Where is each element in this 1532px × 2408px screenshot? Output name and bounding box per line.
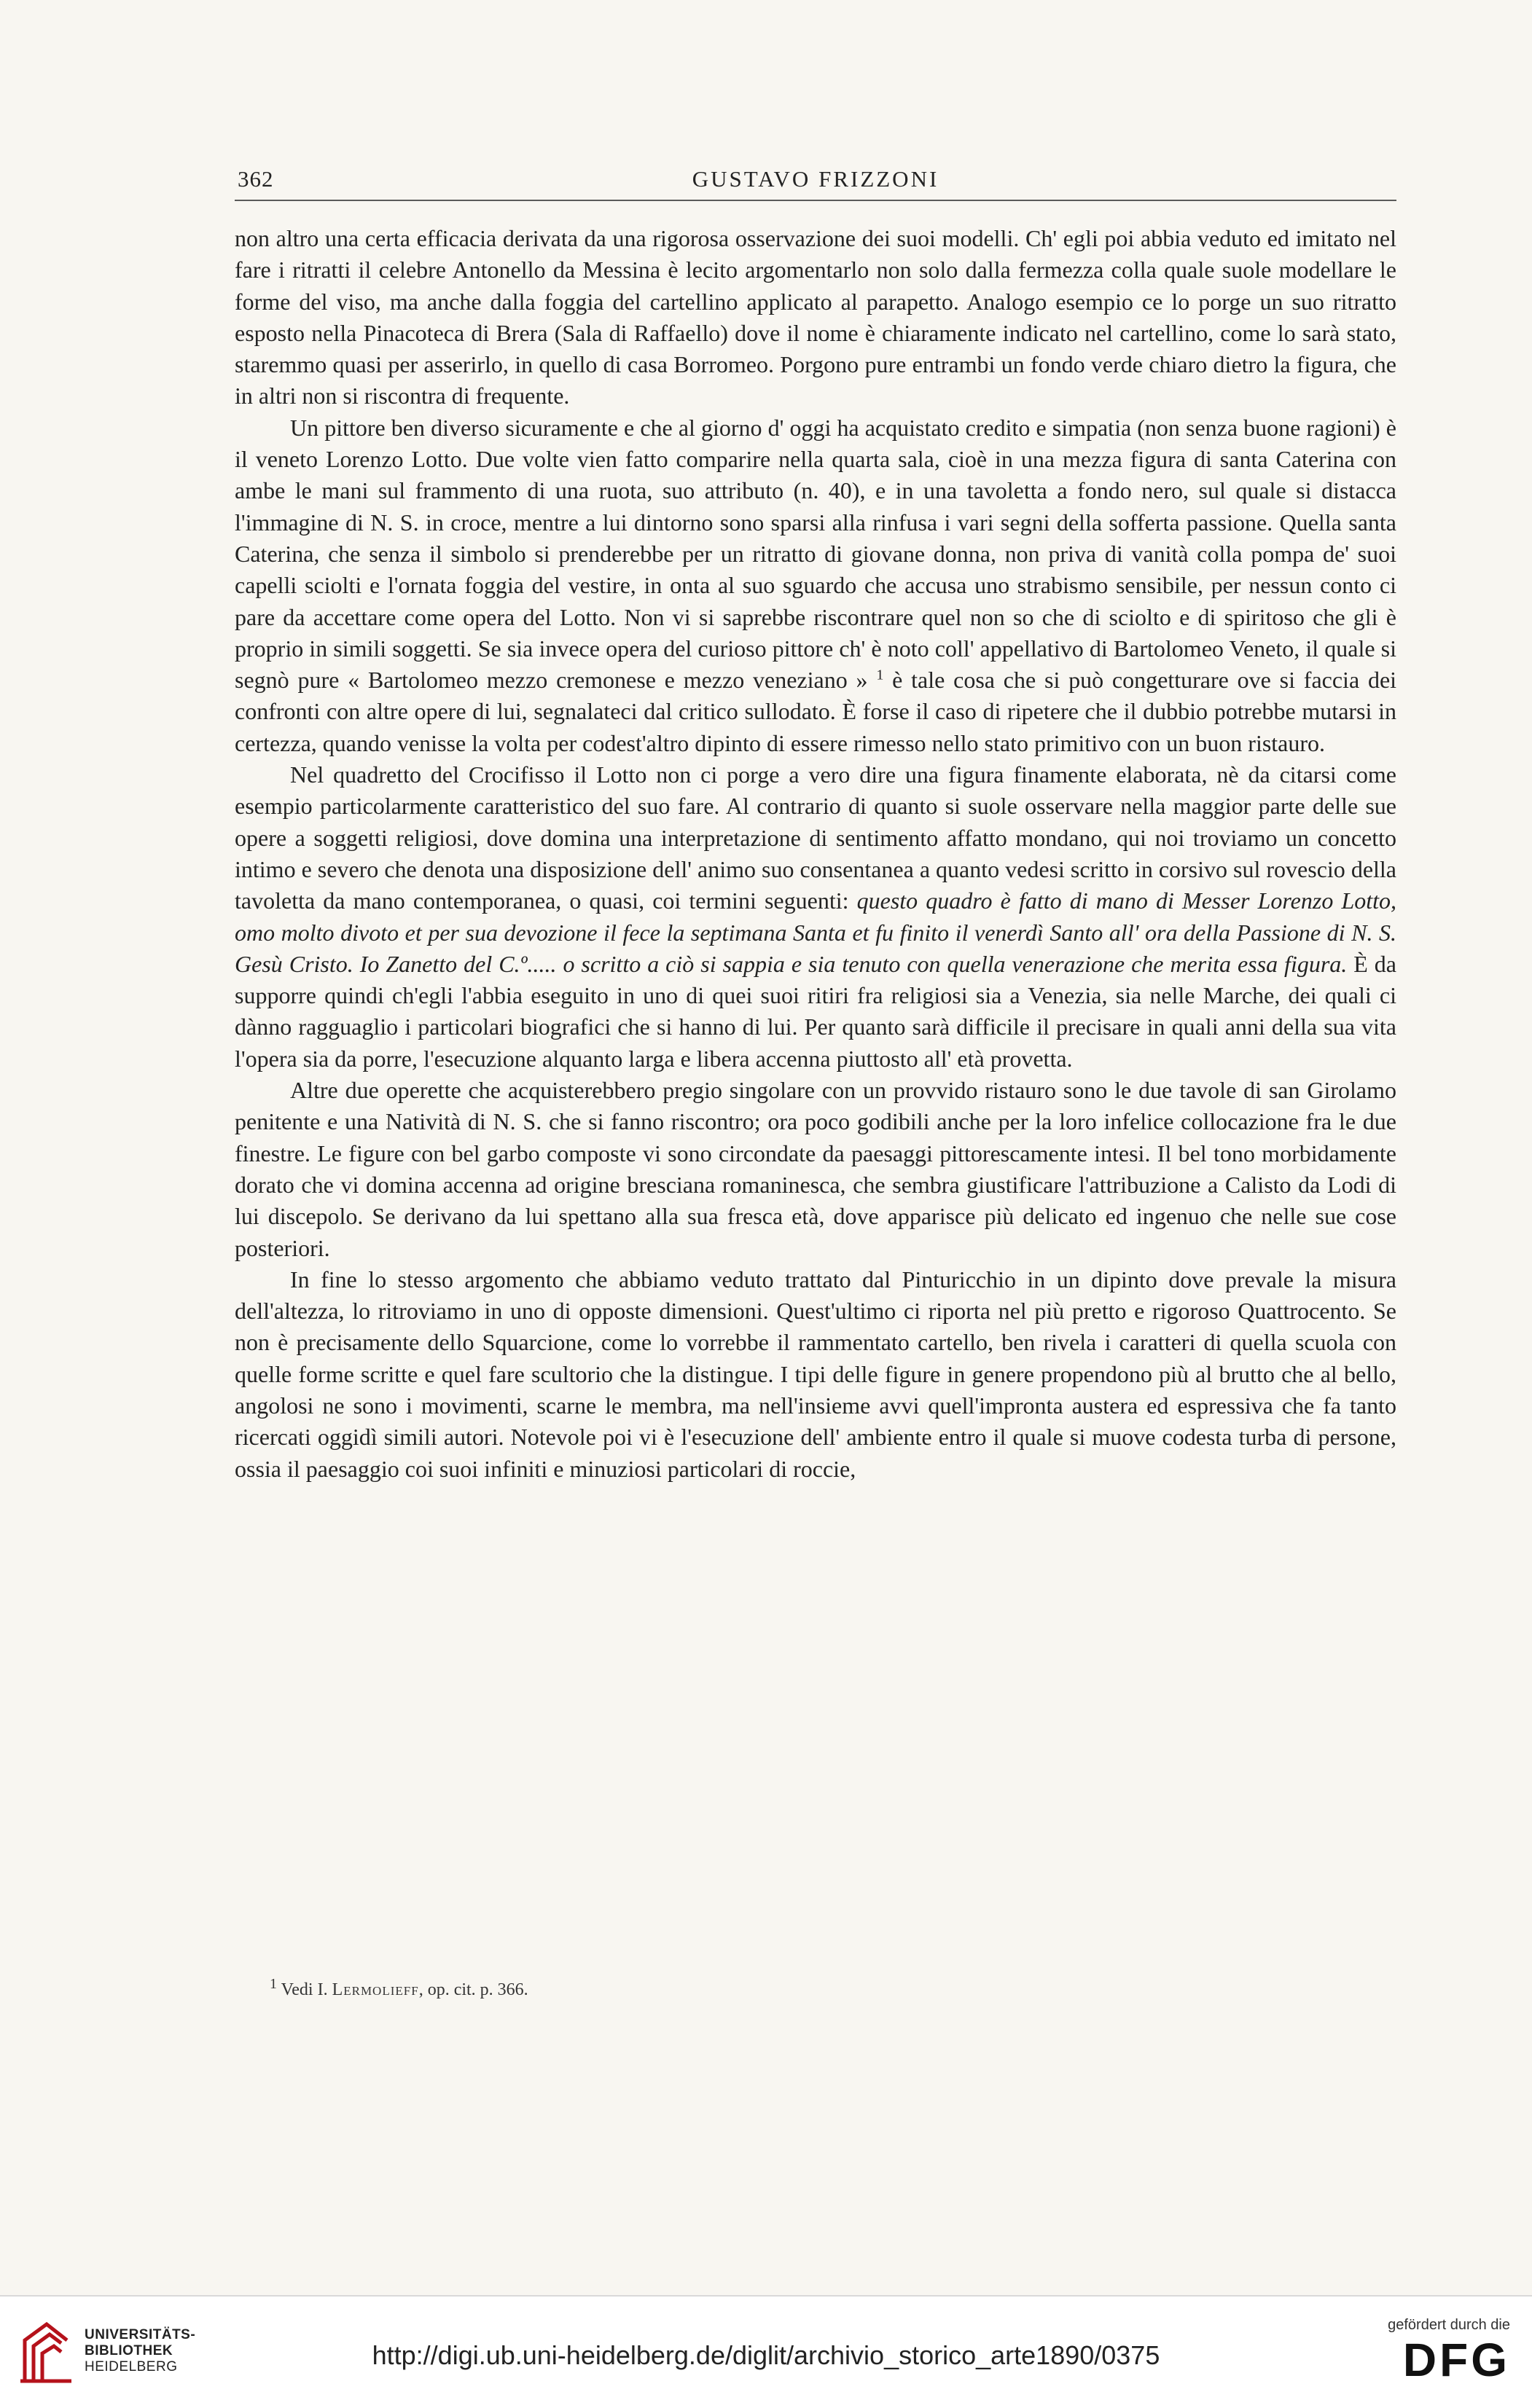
permalink-url[interactable]: http://digi.ub.uni-heidelberg.de/diglit/archivio_storico_arte1890/0375 (372, 2340, 1160, 2370)
footnote-ref[interactable]: 1 (876, 667, 884, 683)
dfg-logo: DFG (1402, 2334, 1510, 2386)
funding-note: gefördert durch die (1388, 2317, 1510, 2333)
paragraph-4: Altre due operette che acquisterebbero pregio singolare con un provvido ristauro sono le due tavole di san Girolamo penitente e una Natività di N. S. che si fanno riscontro; ora poco godibili anche per la loro infelice collocazione fra le due finestre. Le figure con bel garbo composte vi sono circondate da paesaggi pittorescamente intesi. Il bel tono morbidamente dorato che vi domina accenna ad origine bresciana romaninesca, che sembra giustificare l'attribuzione a Calisto da Lodi di lui discepolo. Se derivano da lui spettano alla sua fresca età, dove apparisce più delicato ed ingenuo che nelle sue cose posteriori. (235, 1077, 1396, 1261)
footnote (270, 1976, 1363, 2000)
footnote-suffix: , op. cit. p. 366. (418, 1980, 528, 1999)
running-head (235, 162, 1396, 201)
institution-line-1: UNIVERSITÄTS- (85, 2327, 196, 2342)
footnote-prefix: Vedi I. (281, 1980, 328, 1999)
paragraph-3 (235, 759, 1396, 1075)
institution-line-3: HEIDELBERG (85, 2359, 178, 2374)
funder-block[interactable] (1350, 2317, 1510, 2386)
paragraph-1: non altro una certa efficacia derivata da una rigorosa osservazione dei suoi modelli. Ch' egli poi abbia veduto ed imitato nel fare i ritratti il celebre Antonello da Messina è lecito argomentarlo non solo dalla fermezza colla quale suole modellare le forme del viso, ma anche dalla foggia del cartellino applicato al parapetto. Analogo esempio ce lo porge un suo ritratto esposto nella Pinacoteca di Brera (Sala di Raffaello) dove il nome è chiaramente indicato nel cartellino, come lo sarà stato, staremmo quasi per asserirlo, in quello di casa Borromeo. Porgono pure entrambi un fondo verde chiaro dietro la figura, che in altri non si riscontra di frequente. (235, 225, 1396, 409)
paragraph-2-text: Un pittore ben diverso sicuramente e che al giorno d' oggi ha acquistato credito e simpatia (non senza buone ragioni) è il veneto Lorenzo Lotto. Due volte vien fatto comparire nella quarta sala, cioè in una mezza figura di santa Caterina con ambe le mani sul frammento di una ruota, suo attributo (n. 40), e in una tavoletta a fondo nero, sul quale si distacca l'immagine di N. S. in croce, mentre a lui dintorno sono sparsi alla rinfusa i vari segni della sofferta passione. Quella santa Caterina, che senza il simbolo si prenderebbe per un ritratto di giovane donna, non priva di vanità colla pompa de' suoi capelli sciolti e l'ornata foggia del vestire, in onta al suo sguardo che accusa uno strabismo sensibile, per nessun conto ci pare da accettare come opera del Lotto. Non vi si saprebbe riscontrare quel non so che di sciolto e di spiritoso che gli è proprio in simili soggetti. Se sia invece opera del curioso pittore ch' è noto coll' appellativo di Bartolomeo Veneto, il quale si segnò pure « Bartolomeo mezzo cremonese e mezzo veneziano » (235, 414, 1396, 694)
inscription-quote: questo quadro è fatto di mano di Messer Lorenzo Lotto, omo molto divoto et per sua devozione il fece la septimana Santa et fu finito il venerdì Santo all' ora della Passione di N. S. Gesù Cristo. Io Zanetto del C.º..... o scritto a ciò si sappia e sia tenuto con quella venerazione che merita essa figura. (235, 887, 1397, 977)
paragraph-5: In fine lo stesso argomento che abbiamo veduto trattato dal Pinturicchio in un dipinto dove prevale la misura dell'altezza, lo ritroviamo in uno di opposte dimensioni. Quest'ultimo ci riporta nel più pretto e rigoroso Quattrocento. Se non è precisamente dello Squarcione, come lo vorrebbe il rammentato cartello, ben rivela i caratteri di quella scuola con quelle forme scritte e quel fare scultorio che la distingue. I tipi delle figure in genere propendono più al brutto che al bello, angolosi ne sono i movimenti, scarne le membra, ma nell'insieme avvi quell'impronta austera ed espressiva che fa tanto ricercati oggidì simili autori. Notevole poi vi è l'esecuzione dell' ambiente entro il quale si muove codesta turba di persone, ossia il paesaggio coi suoi infiniti e minuziosi particolari di roccie, (235, 1266, 1396, 1482)
running-head-author: GUSTAVO FRIZZONI (692, 166, 939, 192)
footnote-mark: 1 (270, 1976, 277, 1992)
footnote-author: Lermolieff (332, 1980, 419, 1999)
institution-line-2: BIBLIOTHEK (85, 2343, 173, 2358)
page-number: 362 (238, 166, 274, 192)
viewer-footer (0, 2295, 1532, 2408)
paragraph-2-tail: è tale cosa che si può congetturare ove si faccia dei confronti con altre opere di lui, segnalateci dal critico sullodato. È forse il caso di ripetere che il dubbio potrebbe mutarsi in certezza, quando venisse la volta per codest'altro dipinto di essere rimesso nello stato primitivo con un buon ristauro. (235, 667, 1397, 756)
paragraph-3-tail: È da supporre quindi ch'egli l'abbia eseguito in uno di quei suoi ritiri fra religiosi sia a Venezia, sia nelle Marche, dei quali ci dànno ragguaglio i particolari biografici che si hanno di lui. Per quanto sarà difficile il precisare in quali anni della sua vita l'opera sia da porre, l'esecuzione alquanto larga e libera accenna piuttosto all' età provetta. (235, 950, 1397, 1072)
paragraph-2 (235, 412, 1396, 759)
paragraph-3-text: Nel quadretto del Crocifisso il Lotto non ci porge a vero dire una figura finamente elaborata, nè da citarsi come esempio particolarmente caratteristico del suo fare. Al contrario di quanto si suole osservare nella maggior parte delle sue opere a soggetti religiosi, dove domina una interpretazione di sentimento affatto mondano, qui noi troviamo un concetto intimo e severo che denota una disposizione dell' animo suo consentanea a quanto vedesi scritto in corsivo sul rovescio della tavoletta da mano contemporanea, o quasi, coi termini seguenti: (235, 761, 1396, 914)
body-text (235, 223, 1396, 1485)
